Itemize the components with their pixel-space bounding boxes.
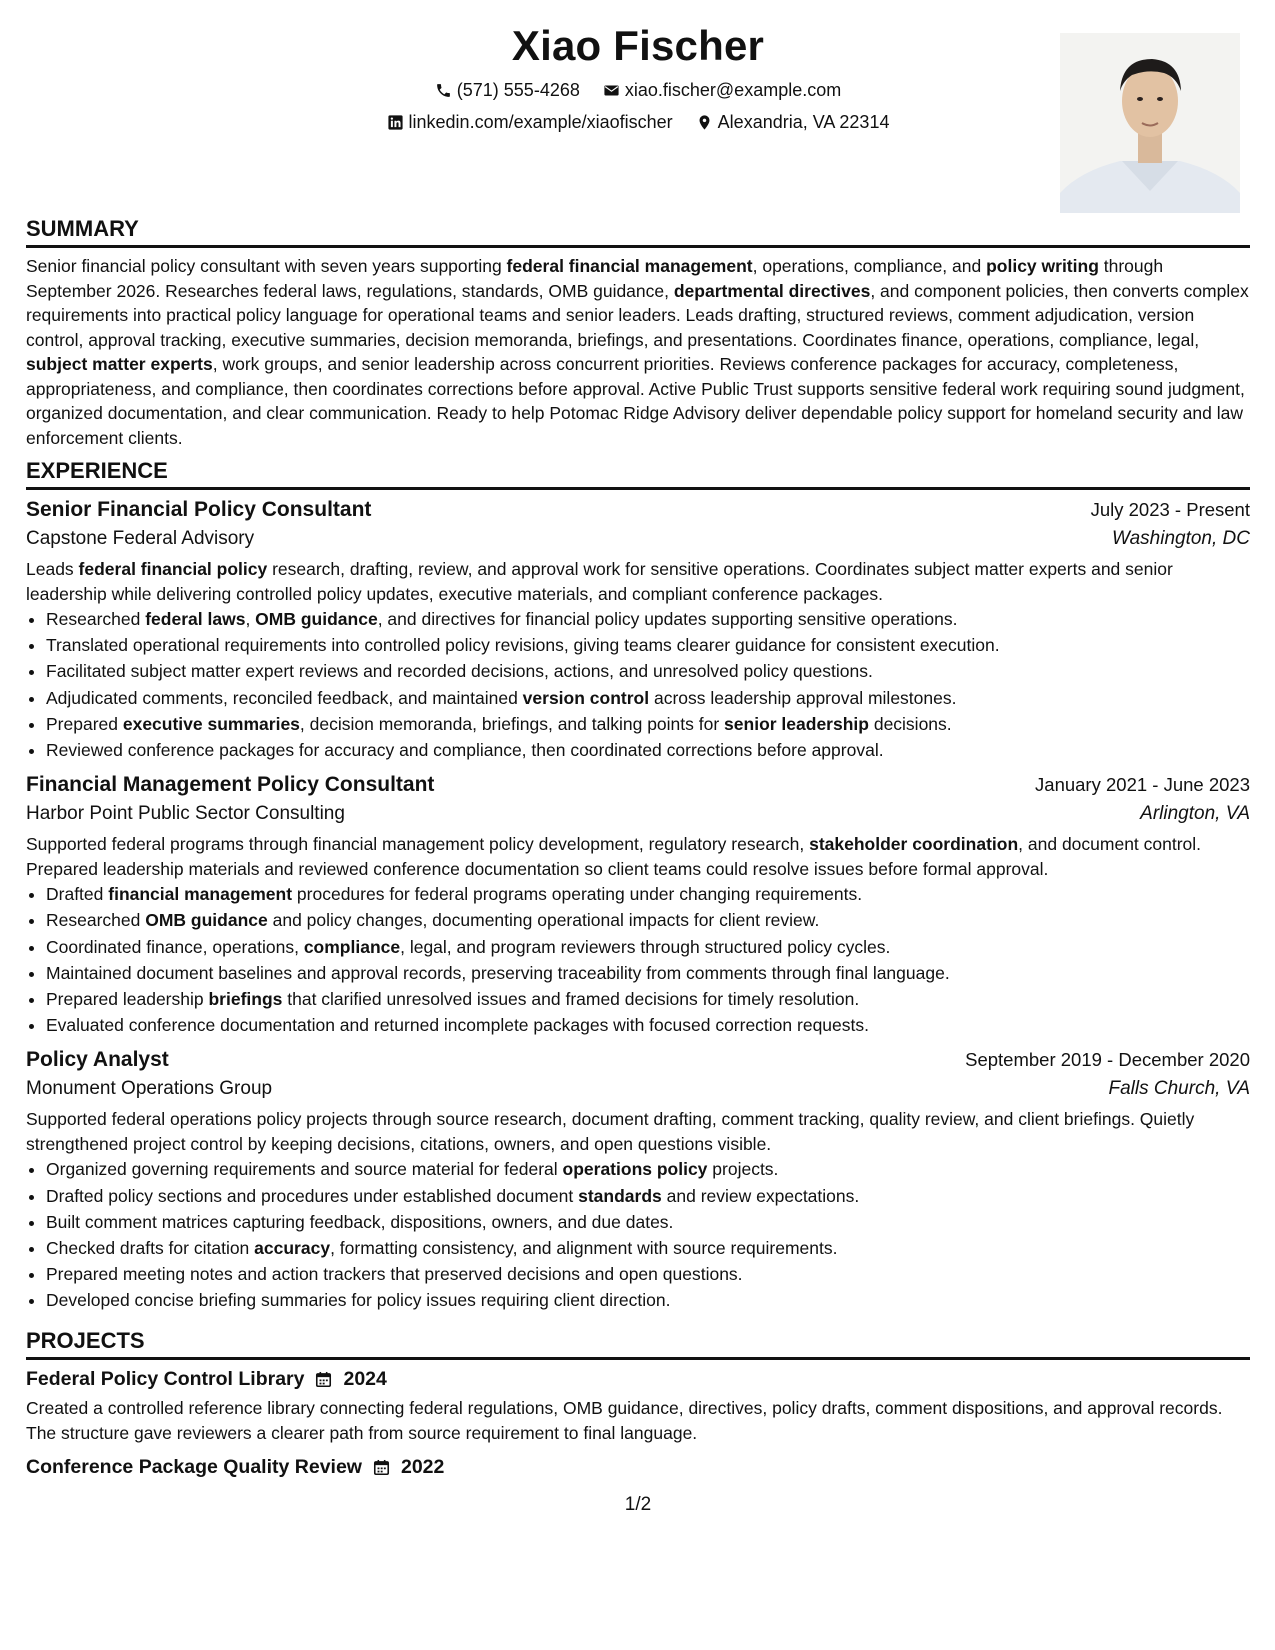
text-part: procedures for federal programs operating under changing requirements.: [292, 884, 863, 905]
phone-contact: [435, 80, 580, 101]
job-bullets: [26, 881, 1250, 1038]
project-name: Federal Policy Control Library: [26, 1368, 305, 1390]
text-bold: accuracy: [254, 1238, 331, 1259]
text-bold: federal financial policy: [78, 559, 268, 579]
resume-page: [26, 0, 1250, 1650]
text-part: Prepared meeting notes and action trackers that preserved decisions and open questions.: [46, 1264, 743, 1285]
experience-heading: EXPERIENCE: [26, 458, 1250, 490]
job-title: Financial Management Policy Consultant: [26, 773, 435, 797]
text-part: , legal, and program reviewers through structured policy cycles.: [400, 936, 891, 957]
text-part: research, drafting, review, and approval work for sensitive operations. Coordinates subject matter experts and senior leadership while delivering controlled policy updates, executive materials, and compliant conference packages.: [26, 559, 1173, 604]
text-part: Evaluated conference documentation and returned incomplete packages with focused correction requests.: [46, 1015, 869, 1036]
job-entry: [26, 1048, 1250, 1313]
text-part: across leadership approval milestones.: [649, 687, 957, 708]
summary-section: [26, 216, 1250, 450]
text-part: Facilitated subject matter expert reviews and recorded decisions, actions, and unresolved policy questions.: [46, 661, 873, 682]
experience-section: [26, 458, 1250, 1314]
text-bold: OMB guidance: [145, 910, 268, 931]
text-part: Supported federal programs through financial management policy development, regulatory research,: [26, 834, 810, 855]
bullet-item: [46, 1012, 1250, 1038]
text-part: ,: [245, 609, 256, 629]
bullet-item: [46, 711, 1250, 737]
bullet-item: [46, 632, 1250, 658]
linkedin-icon: [387, 114, 404, 131]
job-location: Falls Church, VA: [1108, 1078, 1250, 1100]
bullet-item: [46, 986, 1250, 1012]
text-bold: compliance: [303, 936, 401, 957]
text-bold: executive summaries: [122, 713, 300, 734]
text-part: projects.: [707, 1159, 779, 1180]
envelope-icon: [603, 82, 620, 99]
project-description: Created a controlled reference library connecting federal regulations, OMB guidance, directives, policy drafts, comment dispositions, and approval records. The structure gave reviewers a clearer path from source requirement to final language.: [26, 1398, 1223, 1443]
job-entry: [26, 773, 1250, 1038]
text-part: decisions.: [868, 713, 952, 734]
candidate-name: Xiao Fischer: [511, 22, 765, 69]
summary-text-part: , operations, compliance, and: [752, 256, 987, 276]
projects-heading: PROJECTS: [26, 1328, 1250, 1360]
text-part: Developed concise briefing summaries for policy issues requiring client direction.: [46, 1290, 671, 1311]
job-entry: [26, 498, 1250, 763]
bullet-item: [46, 1235, 1250, 1261]
text-part: , decision memoranda, briefings, and talking points for: [299, 713, 725, 734]
summary-bold: departmental directives: [673, 280, 871, 301]
text-part: Supported federal operations policy projects through source research, document drafting, comment tracking, quality review, and client briefings. Quietly strengthened project control by keeping decisions, citations, owners, and open questions visible.: [26, 1109, 1195, 1154]
job-description: [26, 557, 1250, 606]
calendar-icon: [314, 1370, 333, 1389]
bullet-item: [46, 907, 1250, 933]
project-name: Conference Package Quality Review: [26, 1456, 362, 1478]
bullet-item: [46, 881, 1250, 907]
project-header: [26, 1456, 1250, 1479]
summary-text-part: , and component policies, then converts complex requirements into practical policy language for operational teams and senior leaders. Leads drafting, structured reviews, comment adjudication, version control, approval tracking, executive summaries, decision memoranda, briefings, and presentations. Coordinates finance, operations, compliance, legal,: [26, 280, 1249, 350]
summary-text-part: through September 2026. Researches federal laws, regulations, standards, OMB guidance,: [26, 256, 1164, 301]
phone-text: (571) 555-4268: [456, 80, 580, 100]
location-contact: [696, 112, 890, 133]
text-part: Checked drafts for citation: [46, 1238, 255, 1259]
text-bold: senior leadership: [724, 713, 869, 734]
text-part: , and document control. Prepared leadership materials and reviewed conference documentation so client teams could resolve issues before formal approval.: [26, 834, 1202, 879]
text-part: , and directives for financial policy updates supporting sensitive operations.: [377, 609, 958, 629]
bullet-item: [46, 606, 1250, 632]
map-pin-icon: [696, 114, 713, 131]
text-bold: briefings: [208, 989, 283, 1010]
text-bold: OMB guidance: [255, 609, 378, 629]
text-bold: federal laws: [145, 609, 246, 629]
phone-icon: [435, 82, 452, 99]
email-contact[interactable]: [603, 80, 841, 101]
bullet-item: [46, 1156, 1250, 1182]
summary-text-part: , work groups, and senior leadership across concurrent priorities. Reviews conference packages for accuracy, completeness, appropriateness, and compliance, then coordinates corrections before approval. Active Public Trust supports sensitive federal work requiring sound judgment, organized documentation, and clear communication. Ready to help Potomac Ridge Advisory deliver dependable policy support for homeland security and law enforcement clients.: [26, 354, 1245, 448]
job-title: Policy Analyst: [26, 1048, 169, 1072]
text-part: Prepared: [46, 713, 123, 734]
summary-text: [26, 254, 1250, 450]
project-entry: [26, 1456, 1250, 1479]
profile-photo: [1060, 33, 1240, 213]
text-part: and review expectations.: [661, 1185, 860, 1206]
bullet-item: [46, 1209, 1250, 1235]
project-entry: [26, 1368, 1250, 1445]
job-bullets: [26, 606, 1250, 763]
job-bullets: [26, 1156, 1250, 1313]
text-part: Leads: [26, 559, 79, 579]
text-part: Built comment matrices capturing feedback, dispositions, owners, and due dates.: [46, 1211, 674, 1232]
bullet-item: [46, 658, 1250, 684]
linkedin-contact[interactable]: [387, 112, 673, 133]
job-dates: July 2023 - Present: [1090, 499, 1250, 520]
bullet-item: [46, 1287, 1250, 1313]
summary-heading: SUMMARY: [26, 216, 1250, 248]
linkedin-text: linkedin.com/example/xiaofischer: [408, 112, 673, 132]
summary-bold: subject matter experts: [26, 354, 213, 374]
job-company: Capstone Federal Advisory: [26, 528, 255, 549]
project-year: 2022: [400, 1456, 445, 1478]
summary-text-part: Senior financial policy consultant with seven years supporting: [26, 256, 507, 276]
project-header: [26, 1368, 1250, 1391]
job-location: Arlington, VA: [1140, 803, 1250, 825]
projects-section: [26, 1328, 1250, 1479]
email-text: xiao.fischer@example.com: [624, 80, 842, 100]
job-header: [26, 498, 1250, 522]
job-dates: January 2021 - June 2023: [1035, 774, 1250, 796]
text-part: Drafted policy sections and procedures under established document: [46, 1185, 579, 1206]
text-part: Translated operational requirements into controlled policy revisions, giving teams clearer guidance for consistent execution.: [46, 635, 1000, 656]
text-part: Reviewed conference packages for accuracy and compliance, then coordinated corrections before approval.: [46, 740, 884, 761]
text-part: Organized governing requirements and source material for federal: [46, 1159, 563, 1180]
text-part: Researched: [46, 910, 146, 931]
resume-header: [26, 0, 1250, 222]
text-part: Prepared leadership: [46, 989, 209, 1010]
text-bold: operations policy: [562, 1159, 708, 1180]
bullet-item: [46, 685, 1250, 711]
page-number: 1/2: [624, 1494, 652, 1515]
text-part: Adjudicated comments, reconciled feedback, and maintained: [46, 687, 523, 708]
job-location: Washington, DC: [1112, 528, 1250, 549]
bullet-item: [46, 1183, 1250, 1209]
job-dates: September 2019 - December 2020: [965, 1049, 1250, 1071]
job-company: Monument Operations Group: [26, 1078, 273, 1100]
text-part: Coordinated finance, operations,: [46, 936, 304, 957]
text-bold: stakeholder coordination: [809, 834, 1019, 855]
job-title: Senior Financial Policy Consultant: [26, 498, 372, 521]
job-subheader: [26, 803, 1250, 825]
text-bold: version control: [522, 687, 650, 708]
calendar-icon: [372, 1458, 391, 1477]
job-description: [26, 1107, 1250, 1156]
job-header: [26, 1048, 1250, 1072]
bullet-item: [46, 960, 1250, 986]
text-bold: standards: [578, 1185, 662, 1206]
location-text: Alexandria, VA 22314: [717, 112, 890, 132]
project-year: 2024: [343, 1368, 387, 1390]
job-subheader: [26, 528, 1250, 550]
text-part: Drafted: [46, 884, 109, 905]
job-description: [26, 832, 1250, 881]
bullet-item: [46, 1261, 1250, 1287]
bullet-item: [46, 934, 1250, 960]
job-company: Harbor Point Public Sector Consulting: [26, 803, 345, 825]
text-part: that clarified unresolved issues and framed decisions for timely resolution.: [282, 989, 860, 1010]
summary-bold: federal financial management: [506, 256, 753, 276]
job-subheader: [26, 1078, 1250, 1100]
text-part: and policy changes, documenting operational impacts for client review.: [267, 910, 820, 931]
summary-bold: policy writing: [986, 256, 1099, 276]
text-bold: financial management: [108, 884, 293, 905]
text-part: , formatting consistency, and alignment with source requirements.: [330, 1238, 838, 1259]
text-part: Maintained document baselines and approval records, preserving traceability from comments through final language.: [46, 962, 950, 983]
text-part: Researched: [46, 609, 146, 629]
job-header: [26, 773, 1250, 797]
bullet-item: [46, 737, 1250, 763]
